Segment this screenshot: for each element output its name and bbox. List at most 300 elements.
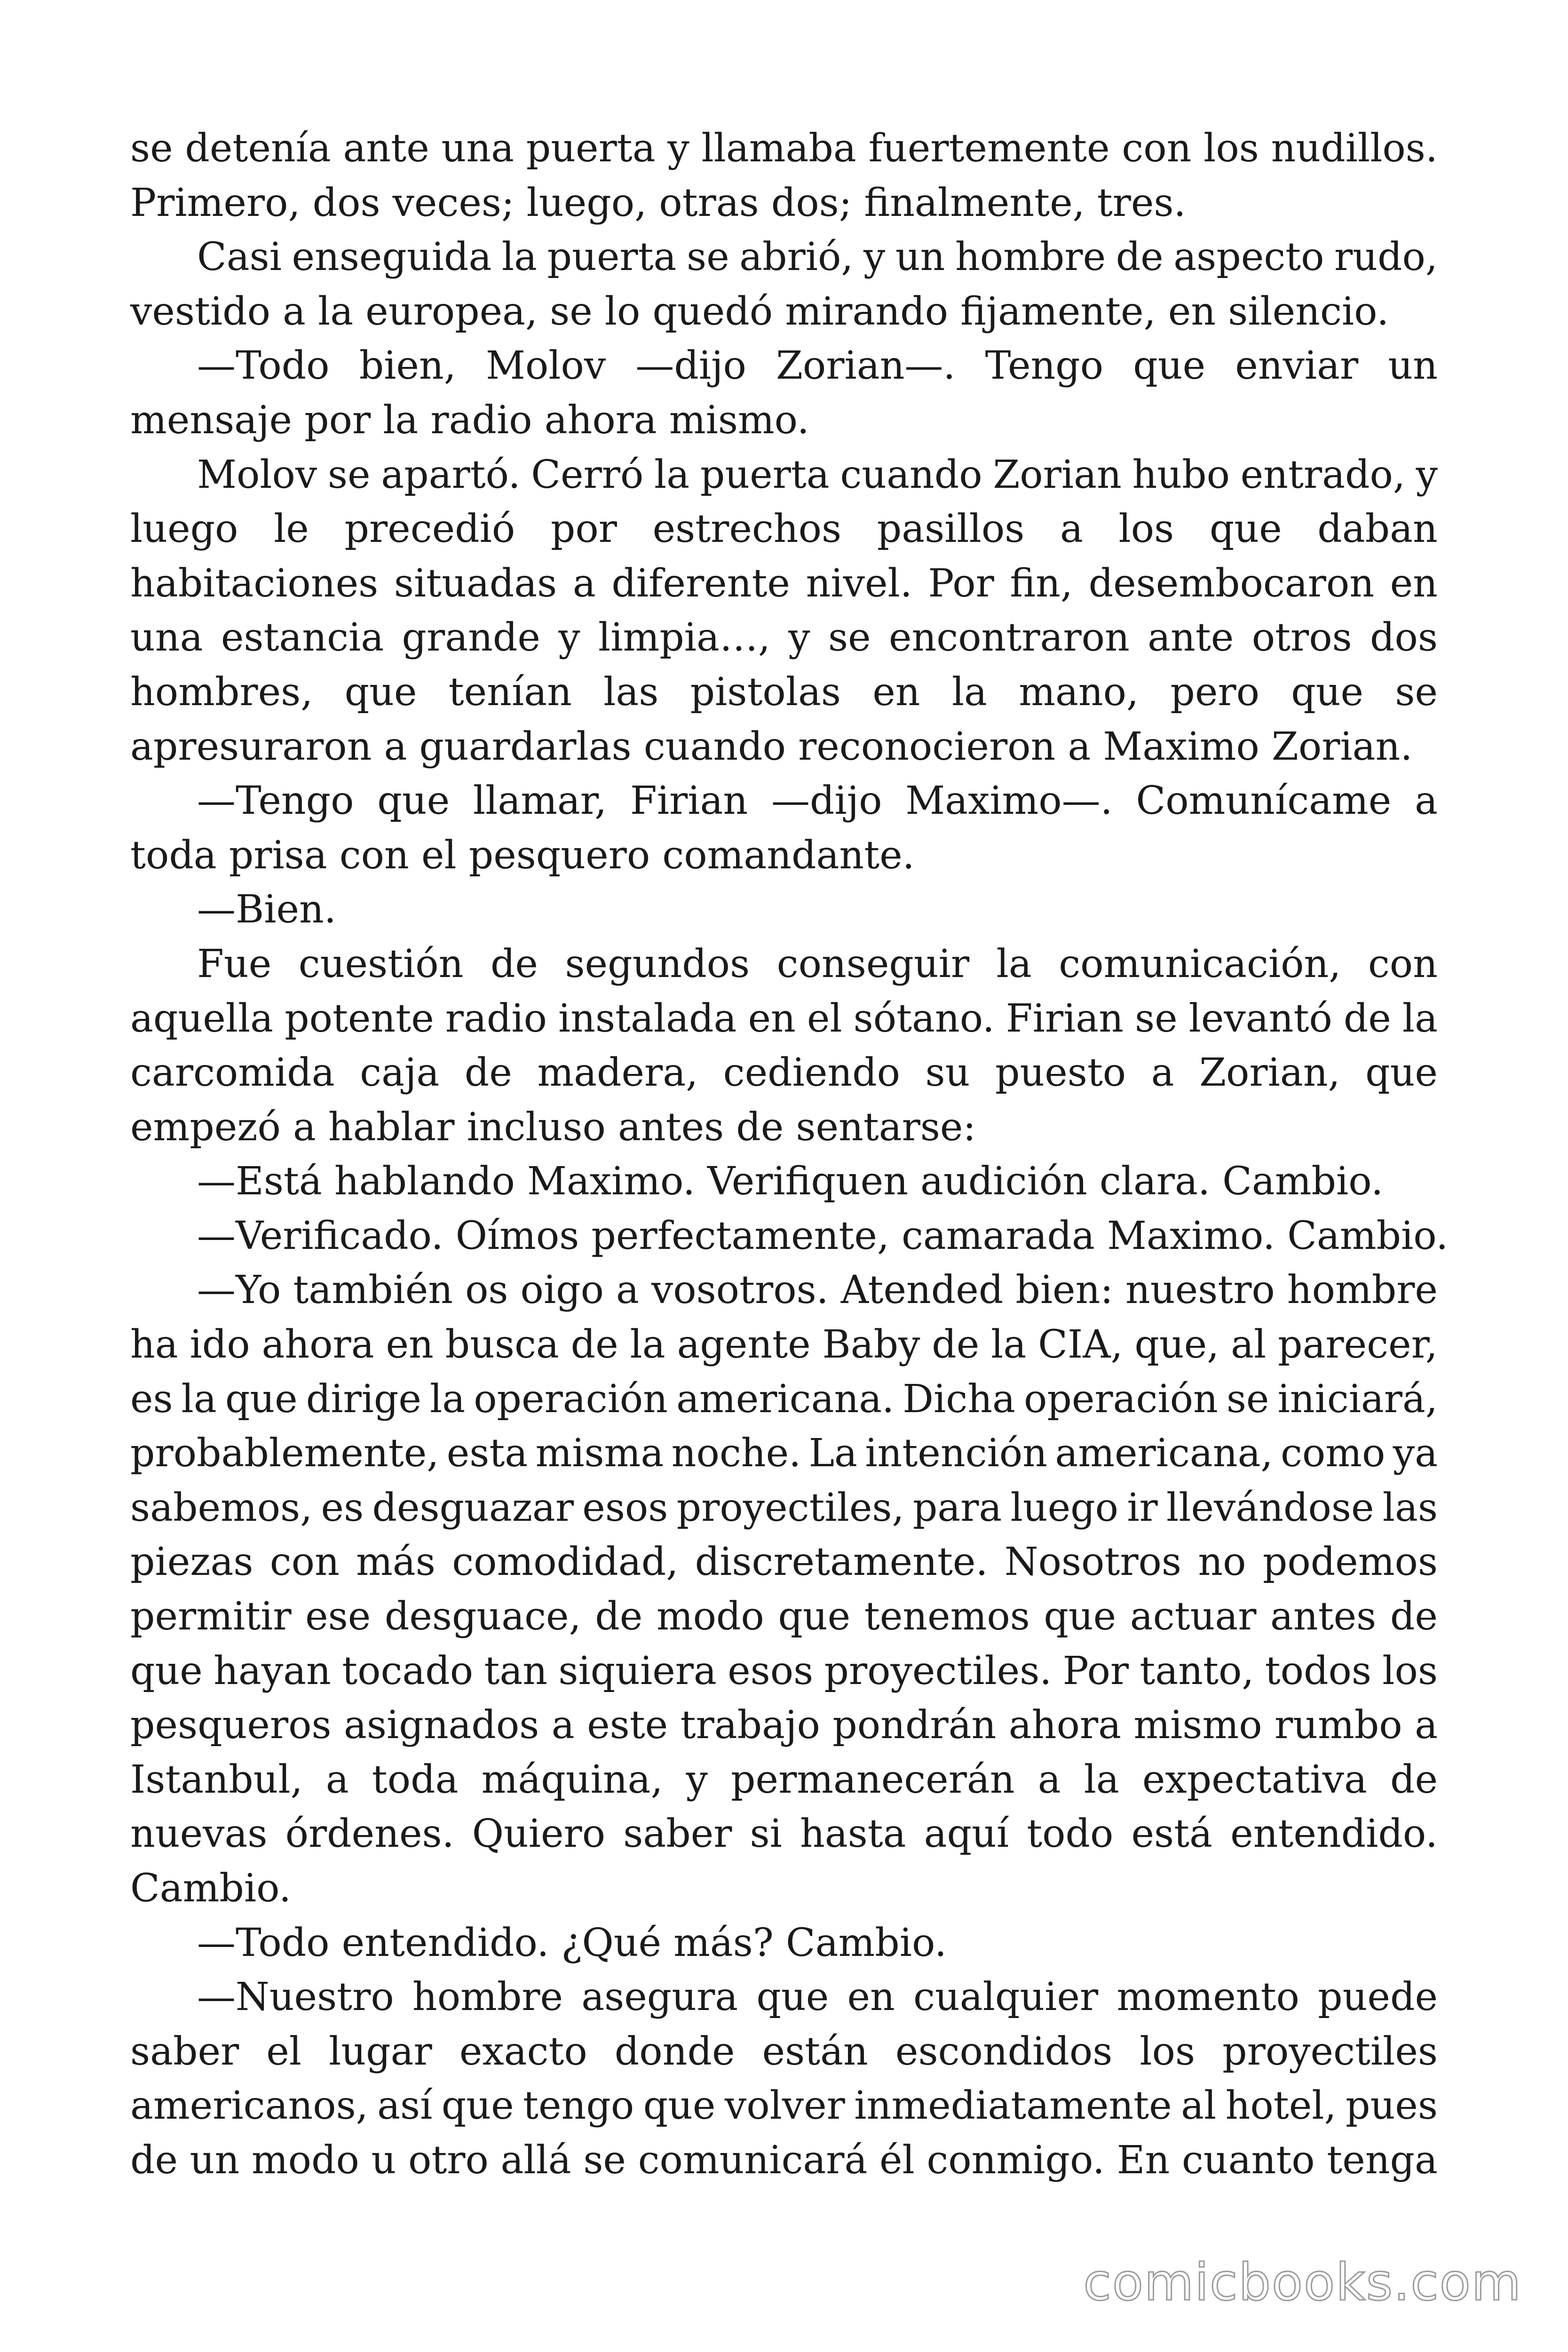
word: apartó.	[381, 452, 521, 497]
word: a	[325, 1757, 349, 1802]
word: asignados	[344, 1703, 539, 1748]
word: tenían	[448, 669, 572, 715]
word: en	[847, 1975, 895, 2020]
word: puede	[1318, 1975, 1438, 2020]
word: hombre	[412, 1975, 563, 2020]
word: Istanbul,	[130, 1757, 303, 1802]
word: diferente	[611, 561, 790, 606]
word: detenía	[185, 126, 331, 171]
word: operación	[1023, 1376, 1218, 1422]
word: más	[356, 1540, 436, 1585]
text-line	[130, 1046, 1438, 1100]
word: se	[686, 235, 729, 280]
text-line	[130, 2025, 1438, 2079]
word: actuar	[1130, 1594, 1257, 1639]
word: pesqueros	[130, 1703, 332, 1748]
word: a	[1151, 1050, 1174, 1096]
word: Baby	[822, 1322, 920, 1367]
word: proyectiles	[1222, 2029, 1438, 2074]
word: probablemente,	[130, 1431, 439, 1476]
word: llamaba	[701, 126, 856, 171]
word: noche.	[671, 1431, 801, 1476]
word: busca	[445, 1322, 559, 1367]
word: y	[667, 126, 689, 171]
word: luego	[130, 507, 238, 552]
word: fin,	[1010, 561, 1073, 606]
word: En	[1117, 2137, 1170, 2183]
text-line: Cambio.	[130, 1866, 292, 1911]
text-line	[130, 1318, 1438, 1372]
word: asegura	[581, 1975, 738, 2020]
word: esta	[446, 1431, 528, 1476]
word: madera,	[537, 1050, 698, 1096]
word: es	[130, 1376, 173, 1422]
word: volver	[724, 2083, 845, 2129]
word: llevándose	[1166, 1485, 1374, 1530]
word: ahora	[261, 1322, 374, 1367]
word: Molov	[485, 343, 606, 389]
text-line	[130, 1753, 1438, 1807]
word: se	[1395, 669, 1438, 715]
word: llamar,	[473, 779, 607, 824]
word: pasillos	[877, 507, 1025, 552]
word: —dijo	[771, 779, 882, 824]
word: tanto,	[1140, 1648, 1254, 1693]
word: él	[879, 2137, 915, 2183]
word: y	[788, 615, 810, 660]
word: de	[1116, 235, 1164, 280]
word: Firian	[630, 779, 748, 824]
word: los	[1382, 1648, 1438, 1693]
word: cediendo	[723, 1050, 901, 1096]
word: Firian	[1006, 996, 1124, 1041]
word: comunicará	[638, 2137, 868, 2183]
word: ido	[190, 1322, 250, 1367]
word: que	[1209, 507, 1282, 552]
word: agente	[677, 1322, 811, 1367]
word: y	[1416, 452, 1438, 497]
word: toda	[372, 1757, 459, 1802]
word: ahora	[1008, 1703, 1121, 1748]
word: ha	[130, 1322, 178, 1367]
word: otro	[408, 2137, 489, 2183]
word: Nosotros	[1004, 1540, 1182, 1585]
word: a	[1415, 779, 1438, 824]
word: los	[1118, 507, 1174, 552]
word: que,	[1134, 1322, 1220, 1367]
word: se	[327, 452, 371, 497]
text-line: vestido a la europea, se lo quedó mirando fijamente, en silencio.	[130, 289, 1389, 334]
word: Por	[1062, 1648, 1129, 1693]
word: Casi	[197, 235, 282, 280]
word: bien,	[359, 343, 456, 389]
word: que	[1044, 1594, 1117, 1639]
word: un	[190, 2137, 240, 2183]
word: cuestión	[298, 941, 464, 986]
word: nuevas	[130, 1812, 268, 1857]
word: la	[181, 1376, 217, 1422]
word: se	[583, 2137, 626, 2183]
word: se	[130, 126, 173, 171]
word: en	[872, 669, 920, 715]
word: todos	[1265, 1648, 1371, 1693]
word: misma	[535, 1431, 664, 1476]
word: esos	[728, 1648, 814, 1693]
text-line	[130, 2079, 1438, 2133]
word: grande	[402, 615, 540, 660]
word: que	[130, 1648, 203, 1693]
text-line	[130, 992, 1438, 1046]
word: de	[464, 1050, 512, 1096]
word: abrió,	[739, 235, 854, 280]
word: donde	[614, 2029, 735, 2074]
word: puerta	[700, 452, 830, 497]
word: en	[386, 1322, 434, 1367]
text-line: —Está hablando Maximo. Verifiquen audición clara. Cambio.	[197, 1159, 1384, 1204]
word: se	[1226, 1376, 1269, 1422]
word: y	[686, 1757, 708, 1802]
word: Quiero	[472, 1812, 606, 1857]
text-line: —Verificado. Oímos perfectamente, camarada Maximo. Cambio.	[197, 1213, 1449, 1258]
word: mismo	[1133, 1703, 1262, 1748]
word: le	[274, 507, 309, 552]
word: pues	[1345, 2083, 1438, 2129]
word: tenga	[1327, 2137, 1438, 2183]
word: la	[501, 235, 538, 280]
word: a	[551, 1703, 575, 1748]
word: aquella	[130, 996, 274, 1041]
word: a	[1060, 507, 1083, 552]
word: u	[371, 2137, 396, 2183]
word: si	[750, 1812, 782, 1857]
word: instalada	[558, 996, 737, 1041]
word: por	[550, 507, 617, 552]
word: —Nuestro	[197, 1975, 394, 2020]
word: es	[321, 1485, 364, 1530]
text-line	[130, 1372, 1438, 1427]
text-line: Primero, dos veces; luego, otras dos; finalmente, tres.	[130, 180, 1186, 225]
word: allá	[500, 2137, 571, 2183]
word: rudo,	[1334, 235, 1438, 280]
word: estrechos	[652, 507, 842, 552]
word: pero	[1170, 669, 1259, 715]
word: entendido.	[1230, 1812, 1438, 1857]
word: hombres,	[130, 669, 313, 715]
word: radio	[445, 996, 547, 1041]
word: expectativa	[1142, 1757, 1367, 1802]
word: dirige	[306, 1376, 421, 1422]
word: os	[465, 1268, 508, 1313]
word: nuestro	[1125, 1268, 1275, 1313]
word: la	[996, 941, 1032, 986]
word: que	[225, 1376, 298, 1422]
text-line	[130, 937, 1438, 992]
word: hotel,	[1225, 2083, 1337, 2129]
word: trabajo	[680, 1703, 820, 1748]
text-line	[130, 448, 1438, 502]
word: CIA,	[1038, 1322, 1123, 1367]
word: permanecerán	[731, 1757, 1015, 1802]
text-line	[130, 1644, 1438, 1699]
word: lugar	[329, 2029, 432, 2074]
word: comunicación,	[1059, 941, 1341, 986]
word: los	[1140, 2029, 1196, 2074]
word: pistolas	[690, 669, 841, 715]
word: que	[344, 669, 417, 715]
word: Por	[928, 561, 994, 606]
word: siquiera	[558, 1648, 717, 1693]
word: bien:	[1015, 1268, 1114, 1313]
word: un	[1388, 343, 1438, 389]
word: un	[895, 235, 945, 280]
text-line	[130, 1535, 1438, 1589]
text-line	[130, 230, 1438, 285]
word: también	[293, 1268, 453, 1313]
word: el	[266, 2029, 302, 2074]
word: inmediatamente	[854, 2083, 1172, 2129]
word: como	[1280, 1431, 1386, 1476]
word: ese	[305, 1594, 371, 1639]
book-page-text	[130, 121, 1449, 2188]
word: todo	[1027, 1812, 1114, 1857]
word: Molov	[197, 452, 317, 497]
word: su	[925, 1050, 970, 1096]
word: operación	[474, 1376, 668, 1422]
word: dos	[1370, 615, 1438, 660]
text-line	[130, 339, 1438, 393]
word: con	[1368, 941, 1438, 986]
word: enseguida	[292, 235, 492, 280]
text-line	[130, 502, 1438, 556]
word: hubo	[1132, 452, 1230, 497]
word: Zorian	[993, 452, 1122, 497]
word: Dicha	[903, 1376, 1015, 1422]
word: ir	[1127, 1485, 1158, 1530]
word: escondidos	[895, 2029, 1113, 2074]
word: que	[643, 2083, 716, 2129]
text-line	[130, 1426, 1438, 1481]
word: situadas	[394, 561, 557, 606]
word: una	[441, 126, 514, 171]
word: nudillos.	[1271, 126, 1438, 171]
watermark-text: comicbooks.com	[1083, 2253, 1522, 2312]
text-line	[130, 611, 1438, 665]
word: conmigo.	[927, 2137, 1105, 2183]
word: hombre	[955, 235, 1106, 280]
word: que	[1133, 343, 1206, 389]
word: al	[1231, 1322, 1267, 1367]
word: intención	[865, 1431, 1047, 1476]
word: están	[762, 2029, 868, 2074]
word: saber	[623, 1812, 732, 1857]
word: tenemos	[864, 1594, 1030, 1639]
word: americana,	[1055, 1431, 1273, 1476]
word: que	[377, 779, 450, 824]
word: conseguir	[776, 941, 970, 986]
text-line	[130, 2133, 1438, 2188]
word: estancia	[221, 615, 384, 660]
word: de	[595, 1594, 643, 1639]
word: exacto	[459, 2029, 587, 2074]
text-line	[130, 556, 1438, 611]
word: cuanto	[1181, 2137, 1315, 2183]
word: desguace,	[384, 1594, 581, 1639]
text-line	[130, 665, 1438, 720]
word: está	[1131, 1812, 1212, 1857]
word: que	[1365, 1050, 1438, 1096]
word: la	[654, 452, 690, 497]
word: piezas	[130, 1540, 253, 1585]
text-line: empezó a hablar incluso antes de sentarse:	[130, 1104, 976, 1150]
word: proyectiles,	[676, 1485, 904, 1530]
word: permitir	[130, 1594, 292, 1639]
text-line: mensaje por la radio ahora mismo.	[130, 397, 809, 443]
word: antes	[1270, 1594, 1377, 1639]
word: proyectiles.	[824, 1648, 1052, 1693]
word: fuertemente	[868, 126, 1110, 171]
word: habitaciones	[130, 561, 379, 606]
word: a	[1415, 1703, 1438, 1748]
word: puerta	[547, 235, 677, 280]
word: que	[1291, 669, 1364, 715]
word: luego	[1010, 1485, 1119, 1530]
word: entrado,	[1240, 452, 1405, 497]
word: a	[616, 1268, 639, 1313]
word: enviar	[1235, 343, 1359, 389]
word: que	[756, 1975, 829, 2020]
word: desembocaron	[1088, 561, 1375, 606]
word: Tengo	[985, 343, 1104, 389]
word: el	[807, 996, 842, 1041]
text-line	[130, 1807, 1438, 1861]
word: hasta	[800, 1812, 906, 1857]
word: de	[932, 1322, 980, 1367]
text-line	[130, 1481, 1438, 1535]
word: Cerró	[531, 452, 644, 497]
text-line: toda prisa con el pesquero comandante.	[130, 833, 915, 878]
word: al	[1181, 2083, 1217, 2129]
word: pondrán	[832, 1703, 997, 1748]
word: segundos	[565, 941, 750, 986]
word: los	[1204, 126, 1259, 171]
word: Fue	[197, 941, 272, 986]
word: puerta	[526, 126, 656, 171]
word: esos	[582, 1485, 668, 1530]
word: en	[748, 996, 796, 1041]
word: a	[572, 561, 596, 606]
word: Maximo—.	[905, 779, 1113, 824]
text-line	[130, 1698, 1438, 1753]
word: —Todo	[197, 343, 330, 389]
word: —dijo	[635, 343, 746, 389]
word: podemos	[1262, 1540, 1438, 1585]
word: modo	[656, 1594, 764, 1639]
word: que	[441, 2083, 514, 2129]
word: limpia…,	[598, 615, 770, 660]
word: vosotros.	[651, 1268, 829, 1313]
word: cuando	[840, 452, 982, 497]
word: hayan	[214, 1648, 331, 1693]
word: cualquier	[913, 1975, 1099, 2020]
word: órdenes.	[285, 1812, 454, 1857]
word: de	[130, 2137, 178, 2183]
word: la	[951, 669, 987, 715]
word: oigo	[520, 1268, 604, 1313]
word: en	[1390, 561, 1438, 606]
word: americanos,	[130, 2083, 368, 2129]
word: potente	[285, 996, 434, 1041]
word: así	[377, 2083, 433, 2129]
word: otros	[1251, 615, 1352, 660]
word: iniciará,	[1277, 1376, 1438, 1422]
word: ante	[1148, 615, 1234, 660]
word: la	[1402, 996, 1438, 1041]
word: y	[863, 235, 886, 280]
word: precedió	[344, 507, 515, 552]
text-line	[130, 1970, 1438, 2025]
word: sabemos,	[130, 1485, 313, 1530]
word: mano,	[1019, 669, 1139, 715]
word: máquina,	[481, 1757, 663, 1802]
word: con	[1122, 126, 1192, 171]
word: de	[1343, 996, 1391, 1041]
word: tan	[484, 1648, 548, 1693]
word: Zorian,	[1199, 1050, 1340, 1096]
word: ante	[343, 126, 429, 171]
word: la	[1084, 1757, 1119, 1802]
word: no	[1198, 1540, 1246, 1585]
word: tengo	[523, 2083, 634, 2129]
text-line	[130, 1589, 1438, 1644]
text-line	[130, 121, 1438, 176]
text-line: apresuraron a guardarlas cuando reconocieron a Maximo Zorian.	[130, 724, 1413, 769]
word: encontraron	[888, 615, 1130, 660]
word: levantó	[1188, 996, 1332, 1041]
word: carcomida	[130, 1050, 335, 1096]
word: aquí	[924, 1812, 1009, 1857]
word: desguazar	[372, 1485, 574, 1530]
word: la	[991, 1322, 1027, 1367]
word: a	[1037, 1757, 1061, 1802]
text-line: —Todo entendido. ¿Qué más? Cambio.	[197, 1920, 947, 1965]
word: se	[1135, 996, 1178, 1041]
word: americana.	[676, 1376, 895, 1422]
word: las	[603, 669, 659, 715]
word: parecer,	[1278, 1322, 1438, 1367]
word: —Tengo	[197, 779, 354, 824]
word: tocado	[342, 1648, 474, 1693]
word: la	[630, 1322, 665, 1367]
word: se	[828, 615, 871, 660]
word: puesto	[995, 1050, 1126, 1096]
word: hombre	[1287, 1268, 1438, 1313]
word: este	[587, 1703, 668, 1748]
text-line: —Bien.	[197, 887, 336, 932]
word: que	[778, 1594, 851, 1639]
word: de	[1390, 1757, 1438, 1802]
word: La	[808, 1431, 857, 1476]
word: caja	[360, 1050, 440, 1096]
word: las	[1382, 1485, 1438, 1530]
word: de	[490, 941, 538, 986]
text-line	[130, 774, 1438, 828]
word: nivel.	[806, 561, 912, 606]
word: de	[570, 1322, 618, 1367]
word: y	[558, 615, 580, 660]
word: ya	[1393, 1431, 1438, 1476]
word: rumbo	[1275, 1703, 1402, 1748]
word: la	[430, 1376, 466, 1422]
